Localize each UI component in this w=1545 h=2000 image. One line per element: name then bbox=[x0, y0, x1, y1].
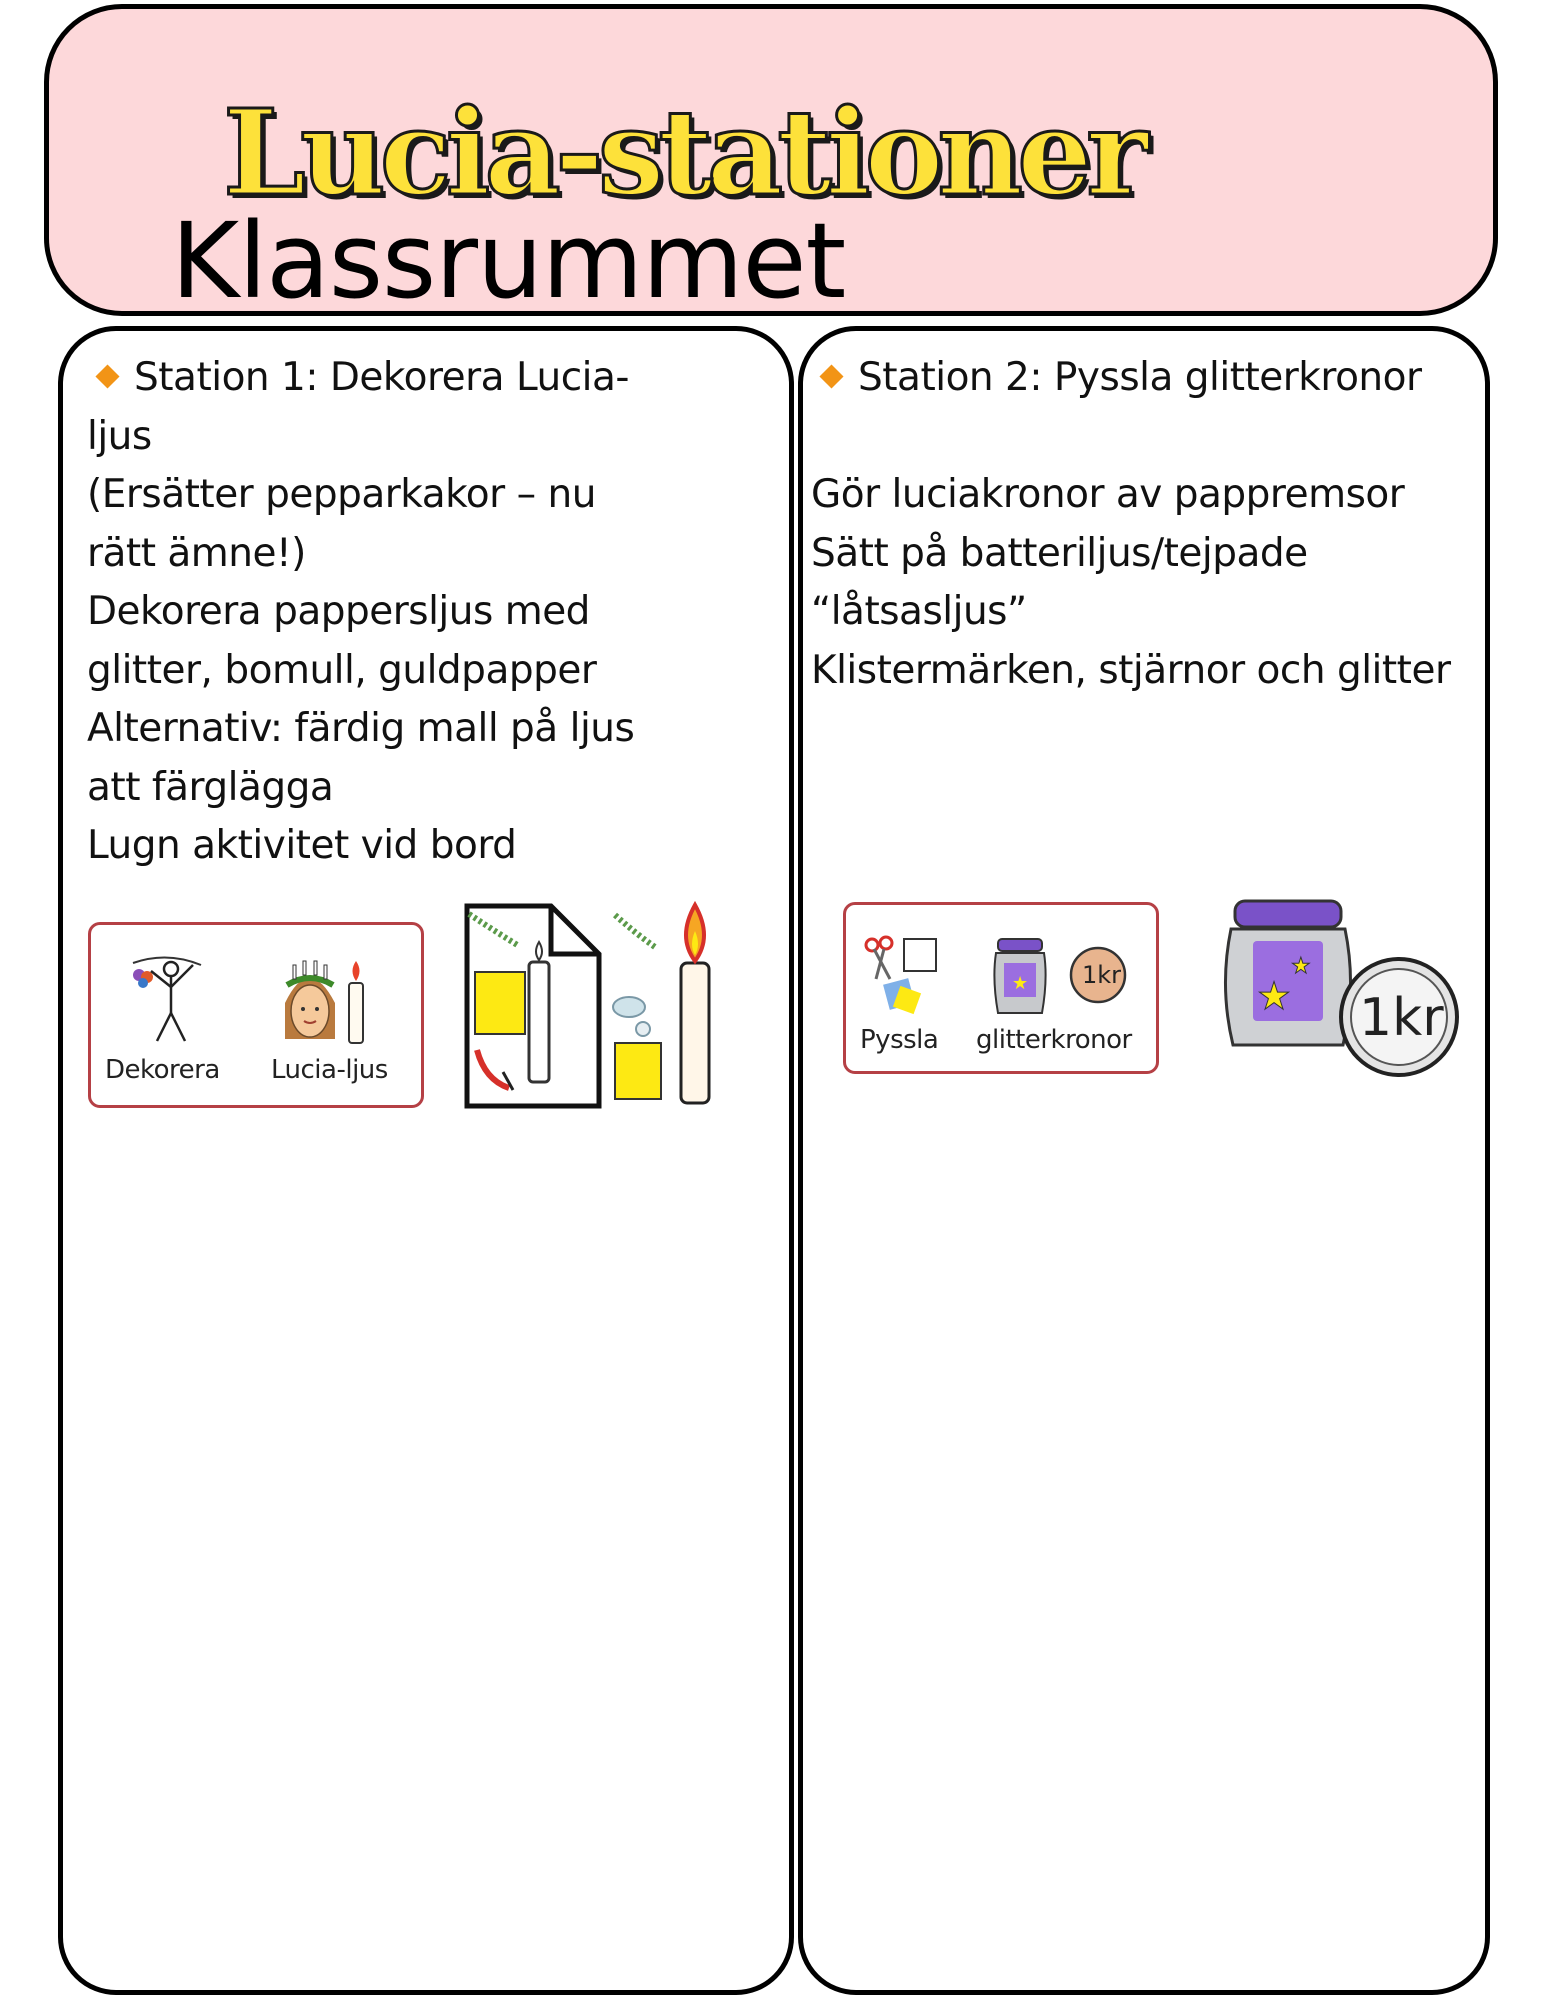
station-1-line: att färglägga bbox=[87, 764, 334, 810]
scissors-craft-icon bbox=[862, 935, 952, 1025]
station-1-line: (Ersätter pepparkakor – nu bbox=[87, 472, 596, 517]
station-1-line: Dekorera pappersljus med bbox=[87, 589, 590, 634]
station-2-panel bbox=[798, 326, 1490, 1995]
station-2-line: Sätt på batteriljus/tejpade bbox=[811, 530, 1308, 576]
station-2-line: Gör luciakronor av pappremsor bbox=[811, 472, 1405, 517]
decorate-figure-icon bbox=[127, 955, 207, 1055]
bullet-diamond-icon bbox=[819, 364, 843, 388]
station-1-line: rätt ämne!) bbox=[87, 530, 306, 576]
glitter-jar-icon bbox=[990, 939, 1050, 1019]
symbol-label-dekorera: Dekorera bbox=[105, 1055, 220, 1085]
station-2-title: Station 2: Pyssla glitterkronor bbox=[811, 349, 1450, 408]
svg-text:★: ★ bbox=[1257, 974, 1292, 1018]
svg-text:★: ★ bbox=[1291, 954, 1311, 979]
svg-text:1kr: 1kr bbox=[1359, 988, 1444, 1048]
lucia-crown-icon bbox=[277, 955, 367, 1055]
large-glitter-jar-icon bbox=[1223, 897, 1463, 1097]
station-1-title-line-1: Station 1: Dekorera Lucia- bbox=[87, 349, 634, 408]
header-banner bbox=[44, 4, 1498, 322]
paper-candle-craft-icon bbox=[463, 902, 603, 1112]
svg-text:1kr: 1kr bbox=[1082, 961, 1122, 989]
station-2-text bbox=[811, 349, 1450, 700]
svg-text:★: ★ bbox=[1012, 973, 1029, 994]
station-1-panel bbox=[58, 326, 794, 1995]
symbol-label-lucia-ljus: Lucia-ljus bbox=[271, 1055, 388, 1085]
station-2-blank-line bbox=[811, 408, 1450, 467]
station-2-symbol-card bbox=[843, 902, 1159, 1074]
station-1-line: Alternativ: färdig mall på ljus bbox=[87, 706, 635, 751]
symbol-label-glitterkronor: glitterkronor bbox=[976, 1025, 1132, 1055]
station-1-line: glitter, bomull, guldpapper bbox=[87, 647, 597, 693]
coin-icon bbox=[1068, 945, 1128, 1005]
station-2-line: Klistermärken, stjärnor och glitter bbox=[811, 647, 1451, 693]
station-2-line: “låtsasljus” bbox=[811, 589, 1027, 634]
tall-candle-icon bbox=[609, 897, 719, 1107]
bullet-diamond-icon bbox=[95, 364, 119, 388]
station-1-text bbox=[87, 349, 634, 876]
page-subtitle: Klassrummet bbox=[171, 200, 846, 322]
station-1-symbol-card bbox=[88, 922, 424, 1108]
station-1-line: Lugn aktivitet vid bord bbox=[87, 823, 517, 868]
symbol-label-pyssla: Pyssla bbox=[860, 1025, 939, 1055]
station-1-title-line-2: ljus bbox=[87, 413, 152, 459]
page-title: Lucia-stationer bbox=[223, 83, 1143, 222]
